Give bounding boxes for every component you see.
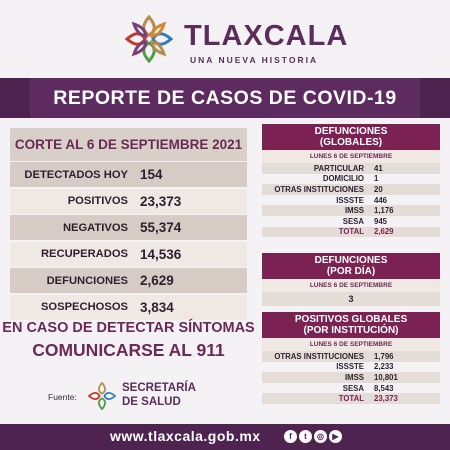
row-value: 23,373 xyxy=(374,394,398,404)
row-label: SESA xyxy=(342,216,364,226)
table-row xyxy=(262,205,440,216)
stat-label: DETECTADOS HOY xyxy=(24,168,128,181)
row-value: 2,233 xyxy=(374,362,394,372)
positives-global-header xyxy=(262,312,440,338)
stat-row-negativos xyxy=(10,215,247,240)
row-label: IMSS xyxy=(344,372,364,382)
source-name-line1: SECRETARÍA xyxy=(122,382,196,394)
panel-title: DEFUNCIONES xyxy=(314,126,388,137)
website-link[interactable]: www.tlaxcala.gob.mx xyxy=(110,428,261,444)
emergency-number-text: COMUNICARSE AL 911 xyxy=(32,340,225,360)
deaths-daily-header xyxy=(262,253,440,279)
row-value: 8,543 xyxy=(374,383,394,393)
panel-subtitle: (GLOBALES) xyxy=(319,137,383,148)
panel-date: LUNES 6 DE SEPTIEMBRE xyxy=(262,338,440,351)
panel-date: LUNES 6 DE SEPTIEMBRE xyxy=(262,150,440,163)
table-row xyxy=(262,372,440,383)
total-row xyxy=(262,393,440,404)
row-label: PARTICULAR xyxy=(313,163,364,173)
secretaria-salud-logo xyxy=(86,380,118,412)
panel-subtitle: (POR INSTITUCIÓN) xyxy=(303,325,399,336)
stat-value: 2,629 xyxy=(140,273,174,289)
row-label: ISSSTE xyxy=(336,362,364,372)
youtube-icon[interactable]: ▶ xyxy=(329,430,342,443)
header xyxy=(0,0,450,74)
row-value: 1 xyxy=(374,174,379,184)
facebook-icon[interactable]: f xyxy=(284,430,297,443)
table-row xyxy=(262,351,440,362)
row-value: 945 xyxy=(374,216,388,226)
row-value: 2,629 xyxy=(374,227,394,237)
stat-value: 55,374 xyxy=(140,220,182,236)
stat-label: SOSPECHOSOS xyxy=(40,301,128,314)
row-label: TOTAL xyxy=(338,227,364,237)
row-value: 1,796 xyxy=(374,351,394,361)
table-row xyxy=(262,195,440,206)
table-row xyxy=(262,383,440,394)
tlaxcala-flower-logo xyxy=(122,12,176,66)
stat-row-recuperados xyxy=(10,242,247,267)
symptom-alert-text: EN CASO DE DETECTAR SÍNTOMAS xyxy=(2,320,255,336)
table-row xyxy=(262,362,440,373)
stat-label: DEFUNCIONES xyxy=(46,274,128,287)
row-label: SESA xyxy=(342,383,364,393)
positives-global-panel xyxy=(262,312,440,404)
deaths-global-panel xyxy=(262,124,440,237)
daily-deaths-value: 3 xyxy=(262,292,440,306)
stat-row-positivos xyxy=(10,189,247,214)
table-row xyxy=(262,174,440,185)
stat-value: 14,536 xyxy=(140,246,182,262)
stat-row-defunciones xyxy=(10,268,247,293)
stat-value: 3,834 xyxy=(140,299,174,315)
report-title: REPORTE DE CASOS DE COVID-19 xyxy=(53,86,397,109)
panel-subtitle: (POR DÍA) xyxy=(326,266,376,277)
stat-value: 23,373 xyxy=(140,193,182,209)
stat-value: 154 xyxy=(140,167,163,182)
total-row xyxy=(262,227,440,238)
row-value: 10,801 xyxy=(374,372,398,382)
deaths-daily-panel xyxy=(262,253,440,306)
twitter-icon[interactable]: t xyxy=(299,430,312,443)
source-name-line2: DE SALUD xyxy=(122,396,181,408)
stat-row-detectados xyxy=(10,162,247,187)
title-banner xyxy=(30,78,420,118)
row-label: DOMICILIO xyxy=(322,174,364,184)
stats-table xyxy=(10,162,247,322)
table-row xyxy=(262,163,440,174)
cutoff-date: CORTE AL 6 DE SEPTIEMBRE 2021 xyxy=(14,137,243,152)
row-value: 1,176 xyxy=(374,206,394,216)
row-label: TOTAL xyxy=(338,394,364,404)
row-label: OTRAS INSTITUCIONES xyxy=(274,184,364,194)
row-value: 20 xyxy=(374,184,383,194)
table-row xyxy=(262,184,440,195)
cutoff-date-banner xyxy=(10,128,247,161)
instagram-icon[interactable]: ◎ xyxy=(314,430,327,443)
row-label: OTRAS INSTITUCIONES xyxy=(274,351,364,361)
table-row xyxy=(262,216,440,227)
stat-row-sospechosos xyxy=(10,295,247,320)
panel-title: POSITIVOS GLOBALES xyxy=(294,314,408,325)
row-label: ISSSTE xyxy=(336,195,364,205)
brand-tagline: UNA NUEVA HISTORIA xyxy=(190,55,319,65)
row-value: 446 xyxy=(374,195,388,205)
panel-date: LUNES 6 DE SEPTIEMBRE xyxy=(262,279,440,292)
row-value: 41 xyxy=(374,163,383,173)
deaths-global-header xyxy=(262,124,440,150)
stat-label: POSITIVOS xyxy=(67,195,128,208)
stat-label: NEGATIVOS xyxy=(62,221,128,234)
brand-name: TLAXCALA xyxy=(184,20,349,52)
stat-label: RECUPERADOS xyxy=(40,248,128,261)
panel-title: DEFUNCIONES xyxy=(314,255,388,266)
source-label: Fuente: xyxy=(48,392,77,402)
row-label: IMSS xyxy=(344,206,364,216)
